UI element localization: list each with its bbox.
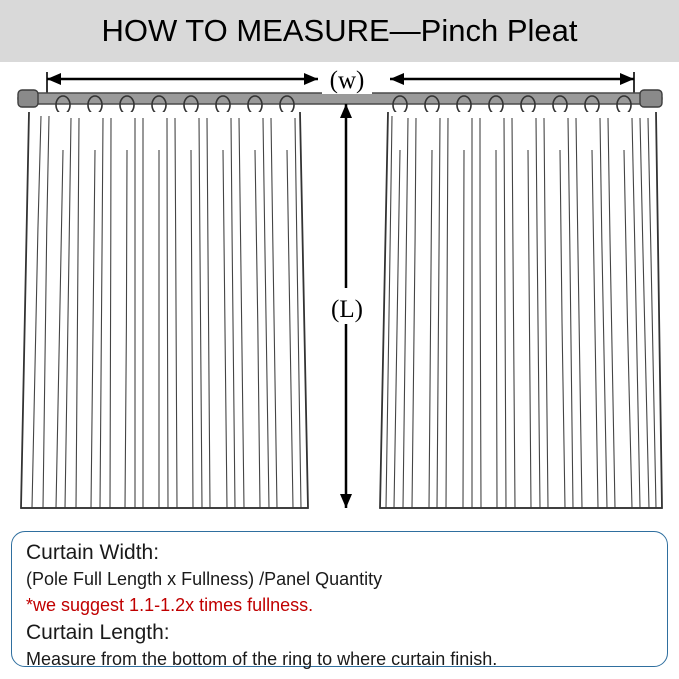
fullness-warning: *we suggest 1.1-1.2x times fullness.: [26, 595, 314, 615]
measurement-notes-box: [11, 531, 668, 667]
length-label: (L): [331, 296, 363, 323]
left-panel-body: [21, 112, 308, 508]
page-title: HOW TO MEASURE—Pinch Pleat: [101, 13, 578, 48]
right-panel-body: [380, 112, 662, 508]
curtain-length-description: Measure from the bottom of the ring to where curtain finish.: [26, 649, 498, 669]
curtain-width-title: Curtain Width:: [26, 541, 160, 564]
width-label-group: [322, 62, 372, 94]
curtain-length-title: Curtain Length:: [26, 621, 170, 644]
length-label-group: [322, 288, 372, 324]
right-curtain-panel: [380, 96, 662, 508]
width-label: (w): [329, 67, 365, 94]
curtain-width-formula: (Pole Full Length x Fullness) /Panel Quantity: [26, 569, 383, 589]
left-curtain-panel: [21, 96, 308, 508]
